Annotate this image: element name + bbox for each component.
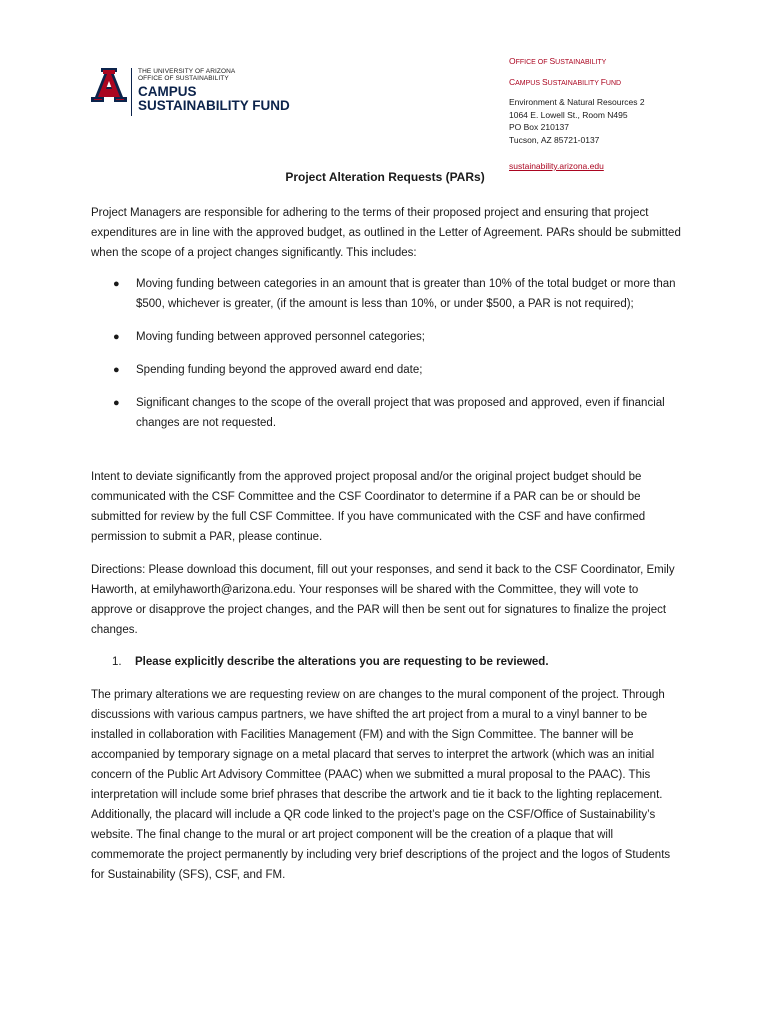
- list-item-text: Spending funding beyond the approved award end date;: [136, 364, 423, 376]
- logo-text: [138, 68, 290, 113]
- list-item: [91, 327, 681, 347]
- address-line-4: Tucson, AZ 85721-0137: [509, 134, 600, 145]
- fund-name-line2: SUSTAINABILITY FUND: [138, 98, 290, 113]
- university-name-line: THE UNIVERSITY OF ARIZONA: [138, 68, 236, 75]
- address-line-2: 1064 E. Lowell St., Room N495: [509, 109, 628, 120]
- intro-paragraph: Project Managers are responsible for adhering to the terms of their proposed project and ensuring that project expenditures are in line with the approved budget, as outlined in the Letter of Agreement. PARs should be submitted when the scope of a project changes significantly. This includes:: [91, 207, 681, 259]
- bullet-icon: ●: [113, 278, 120, 290]
- bullet-icon: ●: [113, 364, 120, 376]
- question-1: [91, 652, 681, 672]
- fund-name-line1: CAMPUS: [138, 84, 197, 99]
- question-text: Please explicitly describe the alterations you are requesting to be reviewed.: [135, 656, 549, 668]
- list-item-text: Moving funding between approved personnel categories;: [136, 331, 425, 343]
- address-block: [509, 55, 749, 173]
- intent-paragraph: Intent to deviate significantly from the approved project proposal and/or the original project budget should be communicated with the CSF Committee and the CSF Coordinator to determine if a PAR can be or should be submitted for review by the full CSF Committee. If you have communicated with the CSF and have confirmed permission to submit a PAR, please continue.: [91, 471, 646, 543]
- document-title: Project Alteration Requests (PARs): [285, 170, 485, 184]
- bullet-icon: ●: [113, 397, 120, 409]
- logo-divider: [131, 68, 132, 116]
- list-item: [91, 360, 681, 380]
- list-item: [91, 274, 681, 314]
- university-logo: [90, 68, 350, 118]
- answer-1-paragraph[interactable]: The primary alterations we are requesting review on are changes to the mural component of the project. Through discussions with various campus partners, we have shifted the art project from a mural to a vinyl banner to be installed in collaboration with Facilities Management (FM) and with the Sign Committee. The banner will be accompanied by temporary signage on a metal placard that serves to interpret the artwork (which was an initial concern of the Public Art Advisory Committee (PAAC) when we submitted a mural proposal to the PAAC). This interpretation will include some brief phrases that describe the artwork and tie it back to the lighting replacement. Additionally, the placard will include a QR code linked to the project’s page on the CSF/Office of Sustainability’s website. The final change to the mural or art project component will be the creation of a plaque that will commemorate the project permanently by including very brief descriptions of the project and the logos of Students for Sustainability (SFS), CSF, and FM.: [91, 689, 671, 881]
- directions-paragraph: Directions: Please download this document, fill out your responses, and send it back to the CSF Coordinator, Emily Haworth, at emilyhaworth@arizona.edu. Your responses will be shared with the Committee, they will vote to approve or disapprove the project changes, and the PAR will then be sent out for signatures to finalize the project changes.: [91, 564, 675, 636]
- office-name: OFFICE OF SUSTAINABILITY: [509, 56, 607, 66]
- arizona-a-logo-icon: [90, 68, 128, 104]
- address-line-3: PO Box 210137: [509, 122, 570, 132]
- list-item-text: Significant changes to the scope of the overall project that was proposed and approved, even if financial changes are not requested.: [136, 397, 665, 429]
- website-link[interactable]: sustainability.arizona.edu: [509, 161, 604, 171]
- address-line-1: Environment & Natural Resources 2: [509, 97, 645, 107]
- criteria-list: [91, 274, 681, 446]
- office-name-line: OFFICE OF SUSTAINABILITY: [138, 75, 229, 82]
- fund-name: CAMPUS SUSTAINABILITY FUND: [509, 76, 622, 87]
- question-number: 1.: [112, 656, 122, 668]
- bullet-icon: ●: [113, 331, 120, 343]
- list-item: [91, 393, 681, 433]
- list-item-text: Moving funding between categories in an amount that is greater than 10% of the total budget or more than $500, whichever is greater, (if the amount is less than 10%, or under $500, a PAR is not required);: [136, 278, 676, 310]
